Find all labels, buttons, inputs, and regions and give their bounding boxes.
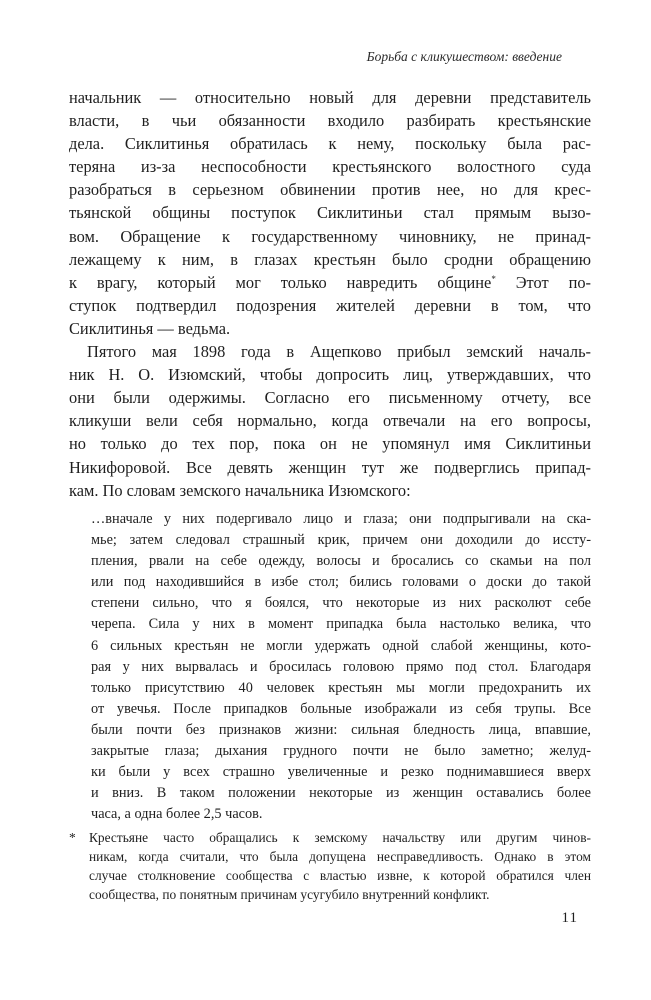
footnote-line: никам, когда считали, что была допущена несправедливость. Однако в этом xyxy=(89,848,591,864)
text-line: Никифоровой. Все девять женщин тут же подверглись припад- xyxy=(69,457,591,477)
quote-line: мье; затем следовал страшный крик, причем они доходили до иссту- xyxy=(91,532,591,549)
text-line: вом. Обращение к государственному чиновнику, не принад- xyxy=(69,226,591,246)
text-line: лежащему к ним, в глазах крестьян было сродни обращению xyxy=(69,249,591,269)
text-line: дела. Сиклитинья обратилась к нему, поскольку была рас- xyxy=(69,134,591,154)
quote-line: рая у них вырвалась и бросилась головою прямо под стол. Благодаря xyxy=(91,658,591,675)
text-line-with-footnote-ref xyxy=(69,271,591,294)
footnote-line: сообщества, по понятным причинам усугубило внутренний конфликт. xyxy=(89,886,490,902)
text-line: кликуши вели себя нормально, когда отвечали на его вопросы, xyxy=(69,411,591,431)
quote-line: …вначале у них подергивало лицо и глаза; они подпрыгивали на ска- xyxy=(91,511,591,527)
text-line: ступок подтвердил подозрения жителей деревни в том, что xyxy=(69,295,591,315)
quote-line: степени сильно, что я боялся, что некоторые из них расколют себе xyxy=(91,595,591,612)
quote-line: 6 сильных крестьян не могли удержать одной слабой женщины, кото- xyxy=(91,637,591,654)
text-line: разобраться в серьезном обвинении против нее, но для крес- xyxy=(69,180,591,200)
footnote-mark: * xyxy=(69,830,76,845)
text-line: начальник — относительно новый для деревни представитель xyxy=(69,88,591,107)
footnote-text: Крестьяне часто обращались к земскому начальству или другим чинов- xyxy=(89,830,591,845)
text-line: кам. По словам земского начальника Изюмского: xyxy=(69,480,411,500)
footnote-reference[interactable]: * xyxy=(491,273,496,284)
running-head: Борьба с кликушеством: введение xyxy=(366,49,562,64)
quote-line: ки были у всех страшно увеличенные и резко поднимавшиеся вверх xyxy=(91,764,591,781)
text-line: тьянской общины поступок Сиклитиньи стал прямым вызо- xyxy=(69,203,591,223)
quote-line: закрытые глаза; дыхания грудного почти не было заметно; желуд- xyxy=(91,743,591,760)
quote-line: часа, а одна более 2,5 часов. xyxy=(91,806,263,823)
quote-line: только присутствию 40 человек крестьян мы могли предохранить их xyxy=(91,679,591,696)
text-line: власти, в чьи обязанности входило разбирать крестьянские xyxy=(69,111,591,131)
text-line: но только до тех пор, пока он не упомянул имя Сиклитиньи xyxy=(69,434,591,454)
footnote-line xyxy=(69,829,591,848)
text-line: Пятого мая 1898 года в Ащепково прибыл земский началь- xyxy=(87,342,591,362)
quote-line: или под находившийся в избе стол; бились головами о доски до такой xyxy=(91,574,591,591)
text-line: теряна из-за неспособности крестьянского волостного суда xyxy=(69,157,591,177)
footnote-line: случае столкновение сообщества с властью извне, к которой обратился член xyxy=(89,867,591,883)
block-quote xyxy=(91,509,591,825)
body-text xyxy=(69,86,591,502)
quote-line: были почти без признаков жизни: сильная бледность лица, впавшие, xyxy=(91,721,591,738)
quote-line: черепа. Сила у них в момент припадка была настолько велика, что xyxy=(91,616,591,633)
text-fragment: Этот по- xyxy=(495,272,592,292)
quote-line: пления, рвали на себе одежду, волосы и бросались со скамьи на пол xyxy=(91,553,591,570)
text-fragment: к врагу, который мог только навредить общине xyxy=(69,272,492,292)
quote-line: от увечья. После припадков больные изображали из себя трупы. Все xyxy=(91,700,591,717)
text-line: ник Н. О. Изюмский, чтобы допросить лиц, утверждавших, что xyxy=(69,365,591,385)
page-number: 11 xyxy=(561,910,578,926)
footnote xyxy=(69,829,591,905)
text-line: Сиклитинья — ведьма. xyxy=(69,318,231,338)
quote-line: и вниз. В таком положении некоторые из женщин оставались более xyxy=(91,785,591,802)
text-line: они были одержимы. Согласно его письменному отчету, все xyxy=(69,388,591,408)
